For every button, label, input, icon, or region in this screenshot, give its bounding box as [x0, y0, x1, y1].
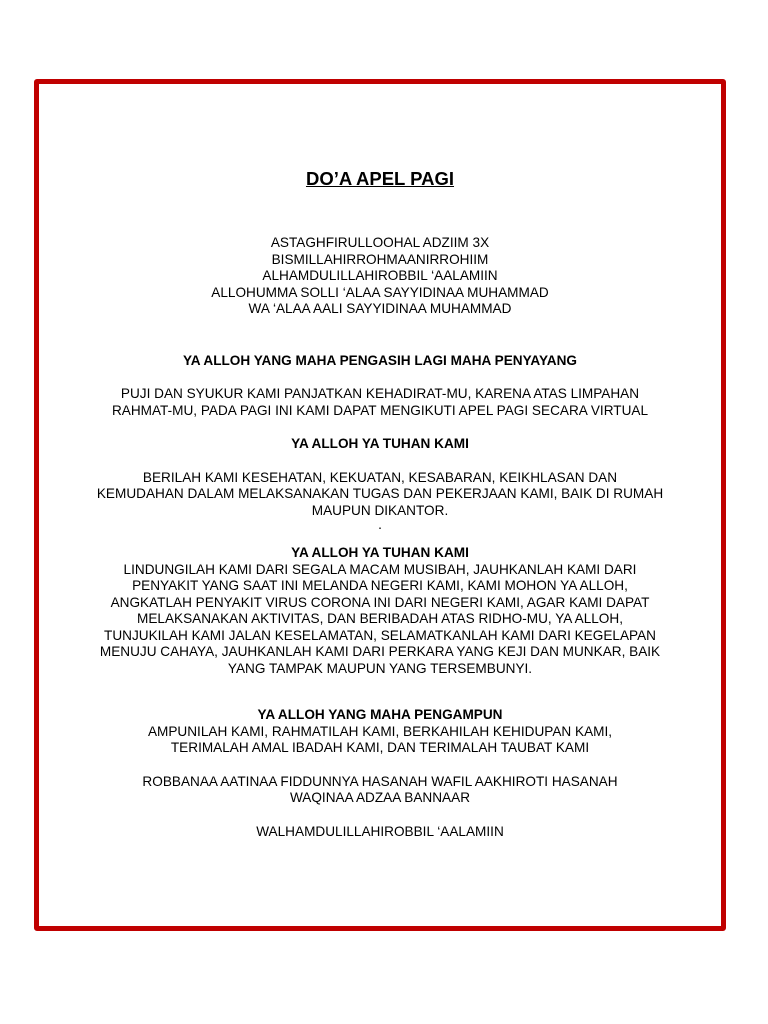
paragraph-line: MAUPUN DIKANTOR. — [311, 502, 449, 518]
paragraph-line: TERIMALAH AMAL IBADAH KAMI, DAN TERIMALAH TAUBAT KAMI — [170, 740, 590, 755]
paragraph-line: TUNJUKILAH KAMI JALAN KESELAMATAN, SELAMATKANLAH KAMI DARI KEGELAPAN — [104, 627, 656, 643]
paragraph-line: YANG TAMPAK MAUPUN YANG TERSEMBUNYI. — [227, 660, 533, 676]
paragraph-line: WAQINAA ADZAA BANNAAR — [289, 790, 471, 805]
paragraph-line: ROBBANAA AATINAA FIDDUNNYA HASANAH WAFIL AAKHIROTI HASANAH — [142, 773, 618, 789]
paragraph-line: KEMUDAHAN DALAM MELAKSANAKAN TUGAS DAN PEKERJAAN KAMI, BAIK DI RUMAH — [96, 486, 664, 501]
paragraph-line: MENUJU CAHAYA, JAUHKANLAH KAMI DARI PERKARA YANG KEJI DAN MUNKAR, BAIK — [99, 644, 661, 659]
paragraph-line: ANGKATLAH PENYAKIT VIRUS CORONA INI DARI NEGERI KAMI, AGAR KAMI DAPAT — [110, 594, 650, 610]
opening-line: ALHAMDULILLAHIROBBIL ‘AALAMIIN — [262, 268, 498, 283]
paragraph-line: RAHMAT-MU, PADA PAGI INI KAMI DAPAT MENGIKUTI APEL PAGI SECARA VIRTUAL — [111, 402, 649, 418]
opening-lines — [39, 235, 721, 318]
section-heading-3: YA ALLOH YA TUHAN KAMI — [291, 545, 469, 560]
paragraph-1 — [39, 386, 721, 419]
closing-line: WALHAMDULILLAHIROBBIL ‘AALAMIIN — [256, 823, 504, 839]
prayer-document — [39, 168, 721, 840]
paragraph-line: LINDUNGILAH KAMI DARI SEGALA MACAM MUSIBAH, JAUHKANLAH KAMI DARI — [123, 561, 637, 577]
opening-line: BISMILLAHIRROHMAANIRROHIIM — [271, 251, 489, 267]
paragraph-3 — [39, 562, 721, 678]
paragraph-5 — [39, 774, 721, 807]
paragraph-line: AMPUNILAH KAMI, RAHMATILAH KAMI, BERKAHILAH KEHIDUPAN KAMI, — [147, 723, 613, 739]
paragraph-line: PUJI DAN SYUKUR KAMI PANJATKAN KEHADIRAT-MU, KARENA ATAS LIMPAHAN — [120, 386, 640, 401]
section-heading-1: YA ALLOH YANG MAHA PENGASIH LAGI MAHA PENYAYANG — [182, 352, 578, 368]
document-title: DO’A APEL PAGI — [305, 168, 455, 189]
section-heading-4: YA ALLOH YANG MAHA PENGAMPUN — [257, 707, 503, 722]
dot-separator: . — [378, 517, 382, 532]
opening-line: ASTAGHFIRULLOOHAL ADZIIM 3X — [270, 235, 490, 250]
paragraph-4 — [39, 724, 721, 757]
opening-line: ALLOHUMMA SOLLI ‘ALAA SAYYIDINAA MUHAMMAD — [211, 284, 549, 300]
opening-line: WA ‘ALAA AALI SAYYIDINAA MUHAMMAD — [248, 301, 512, 316]
paragraph-line: MELAKSANAKAN AKTIVITAS, DAN BERIBADAH ATAS RIDHO-MU, YA ALLOH, — [137, 611, 623, 626]
paragraph-line: BERILAH KAMI KESEHATAN, KEKUATAN, KESABARAN, KEIKHLASAN DAN — [142, 469, 618, 485]
paragraph-2 — [39, 470, 721, 532]
paragraph-line: PENYAKIT YANG SAAT INI MELANDA NEGERI KAMI, KAMI MOHON YA ALLOH, — [132, 578, 628, 593]
section-heading-2: YA ALLOH YA TUHAN KAMI — [291, 436, 469, 451]
